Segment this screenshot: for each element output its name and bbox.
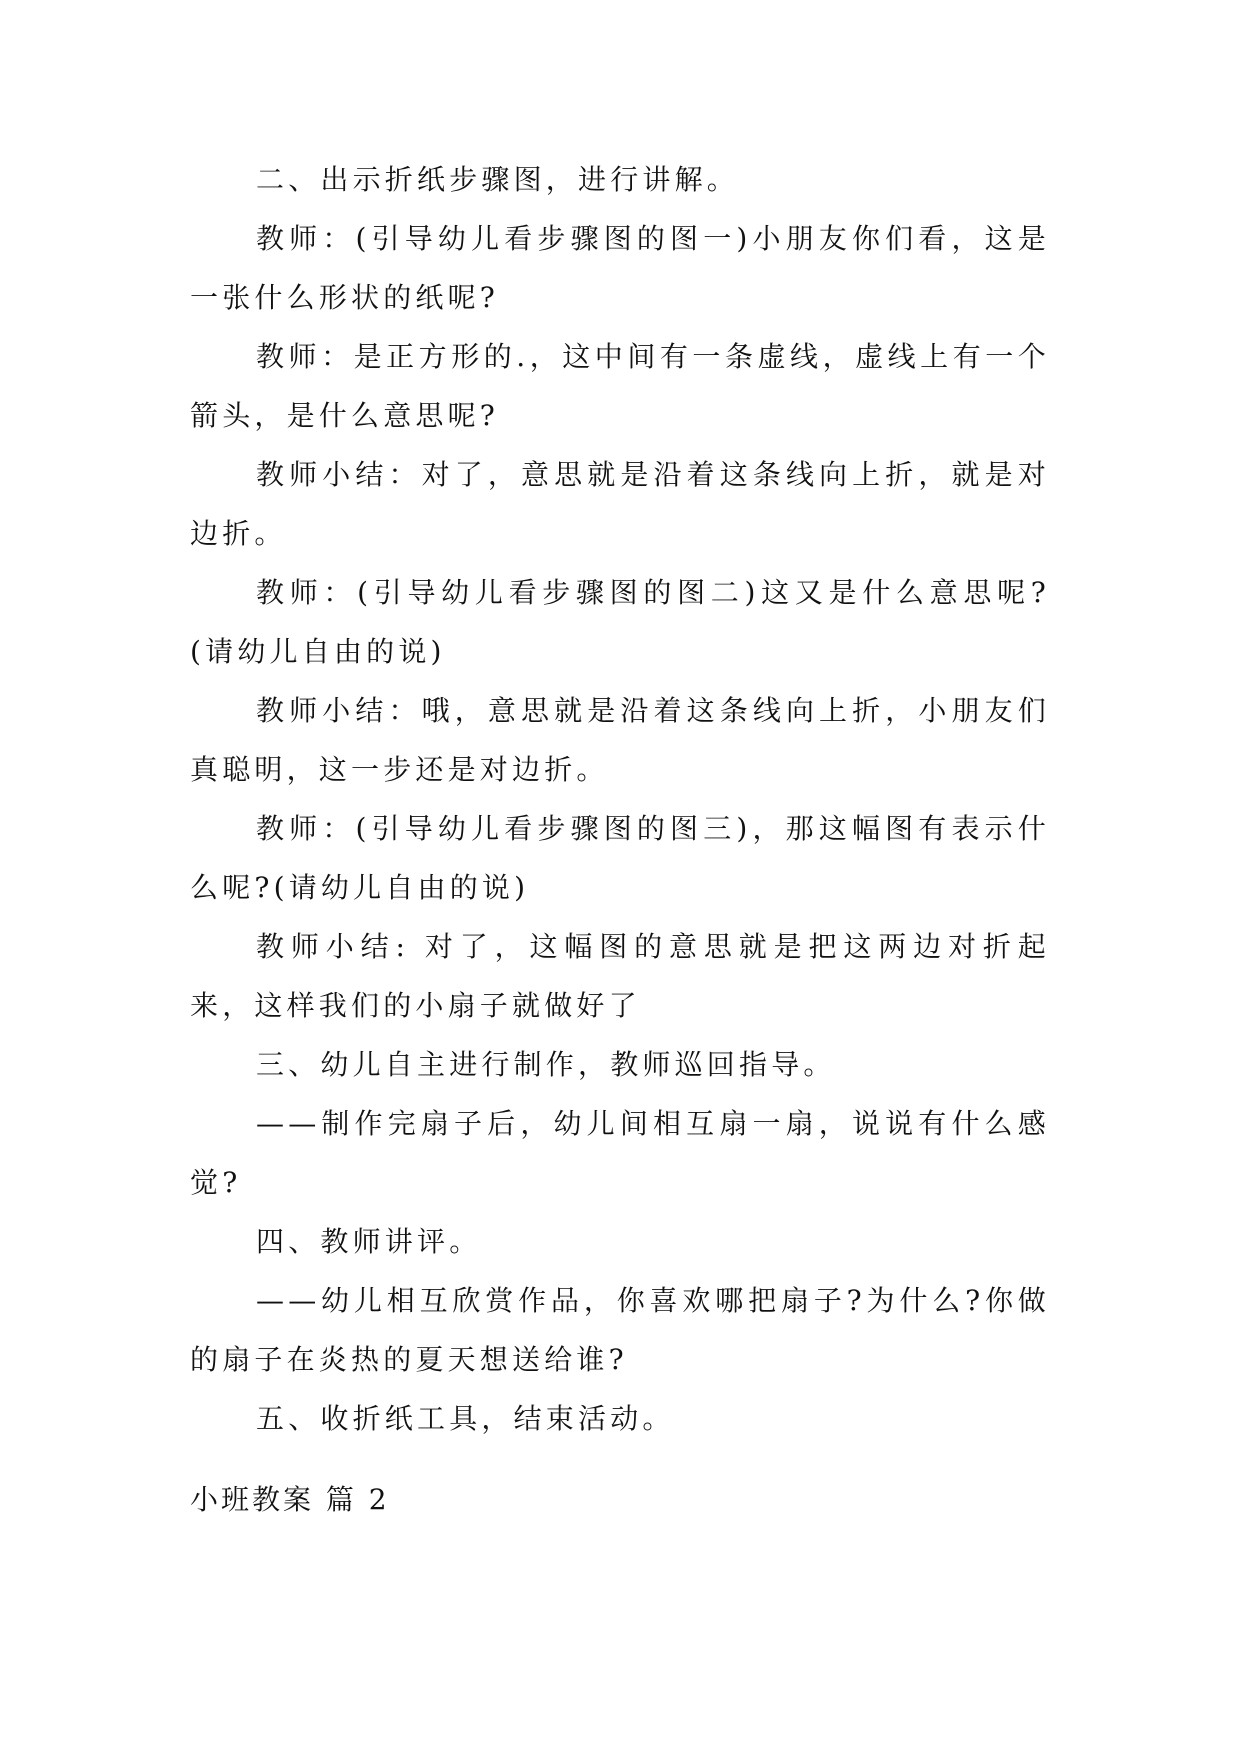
paragraph-appreciate-works: ——幼儿相互欣赏作品，你喜欢哪把扇子?为什么?你做的扇子在炎热的夏天想送给谁? xyxy=(190,1284,1050,1376)
paragraph-summary-one: 教师小结：对了，意思就是沿着这条线向上折，就是对边折。 xyxy=(190,458,1050,550)
paragraph-figure-two: 教师：(引导幼儿看步骤图的图二)这又是什么意思呢?(请幼儿自由的说) xyxy=(190,576,1050,668)
section-heading: 小班教案 篇 2 xyxy=(190,1483,390,1516)
paragraph-square-paper: 教师：是正方形的.，这中间有一条虚线，虚线上有一个箭头，是什么意思呢? xyxy=(190,340,1050,432)
paragraph-step-five: 五、收折纸工具，结束活动。 xyxy=(256,1402,675,1435)
paragraph-step-three: 三、幼儿自主进行制作，教师巡回指导。 xyxy=(256,1048,836,1081)
paragraph-step-four: 四、教师讲评。 xyxy=(256,1225,482,1258)
paragraph-summary-two: 教师小结：哦，意思就是沿着这条线向上折，小朋友们真聪明，这一步还是对边折。 xyxy=(190,694,1050,786)
paragraph-figure-three: 教师：(引导幼儿看步骤图的图三)，那这幅图有表示什么呢?(请幼儿自由的说) xyxy=(190,812,1050,904)
body-text xyxy=(190,150,1050,1448)
paragraph-fan-each-other: ——制作完扇子后，幼儿间相互扇一扇，说说有什么感觉? xyxy=(190,1107,1050,1199)
paragraph-step-two: 二、出示折纸步骤图，进行讲解。 xyxy=(256,163,740,196)
paragraph-figure-one: 教师：(引导幼儿看步骤图的图一)小朋友你们看，这是一张什么形状的纸呢? xyxy=(190,222,1050,314)
paragraph-summary-three: 教师小结: 对了，这幅图的意思就是把这两边对折起来，这样我们的小扇子就做好了 xyxy=(190,930,1050,1022)
